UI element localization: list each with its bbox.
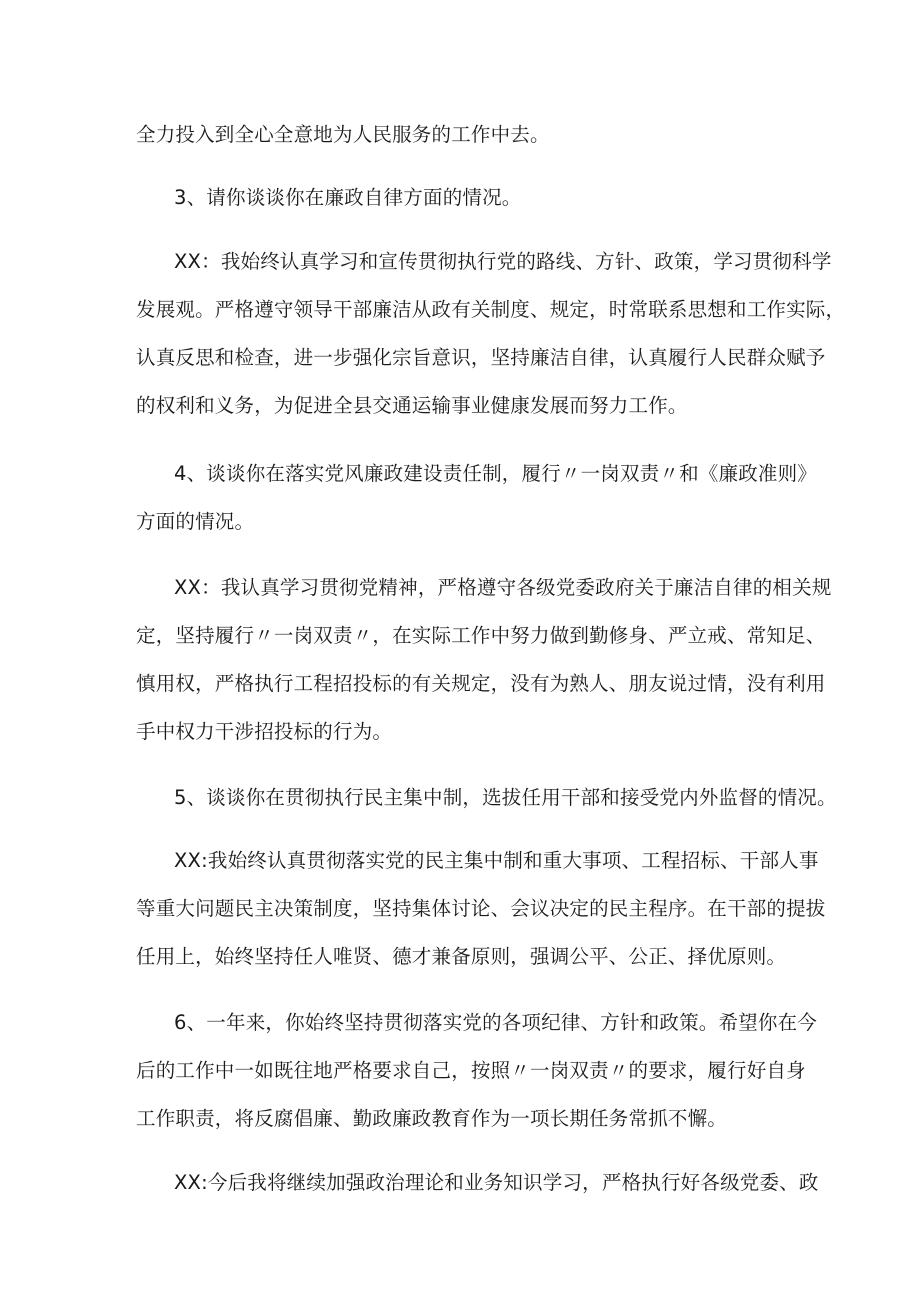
question-6-line: 6、一年来，你始终坚持贯彻落实党的各项纪律、方针和政策。希望你在今 <box>174 1011 818 1034</box>
question-3: 3、请你谈谈你在廉政自律方面的情况。 <box>174 186 522 209</box>
answer-4-line: 手中权力干涉招投标的行为。 <box>136 720 393 743</box>
answer-6-line: XX:今后我将继续加强政治理论和业务知识学习，严格执行好各级党委、政 <box>174 1171 819 1194</box>
answer-4-line: XX：我认真学习贯彻党精神，严格遵守各级党委政府关于廉洁自律的相关规 <box>174 576 832 599</box>
answer-3-line: 发展观。严格遵守领导干部廉洁从政有关制度、规定，时常联系思想和工作实际， <box>136 298 846 321</box>
question-6-line: 后的工作中一如既往地严格要求自己，按照〃一岗双责〃的要求，履行好自身 <box>136 1059 806 1082</box>
paragraph-line: 全力投入到全心全意地为人民服务的工作中去。 <box>136 123 550 146</box>
answer-3-line: 的权利和义务，为促进全县交通运输事业健康发展而努力工作。 <box>136 394 688 417</box>
answer-4-line: 定，坚持履行〃一岗双责〃，在实际工作中努力做到勤修身、严立戒、常知足、 <box>136 624 826 647</box>
answer-5-line: XX:我始终认真贯彻落实党的民主集中制和重大事项、工程招标、干部人事 <box>174 849 819 872</box>
question-4-line: 4、谈谈你在落实党风廉政建设责任制，履行〃一岗双责〃和《廉政准则》 <box>174 462 818 485</box>
answer-3-line: XX：我始终认真学习和宣传贯彻执行党的路线、方针、政策，学习贯彻科学 <box>174 250 832 273</box>
answer-3-line: 认真反思和检查，进一步强化宗旨意识，坚持廉洁自律，认真履行人民群众赋予 <box>136 346 826 369</box>
answer-5-line: 等重大问题民主决策制度，坚持集体讨论、会议决定的民主程序。在干部的提拔 <box>136 897 826 920</box>
question-6-line: 工作职责，将反腐倡廉、勤政廉政教育作为一项长期任务常抓不懈。 <box>136 1107 728 1130</box>
answer-4-line: 慎用权，严格执行工程招投标的有关规定，没有为熟人、朋友说过情，没有利用 <box>136 672 826 695</box>
question-5: 5、谈谈你在贯彻执行民主集中制，选拔任用干部和接受党内外监督的情况。 <box>174 786 837 809</box>
answer-5-line: 任用上，始终坚持任人唯贤、德才兼备原则，强调公平、公正、择优原则。 <box>136 945 787 968</box>
question-4-line: 方面的情况。 <box>136 510 255 533</box>
